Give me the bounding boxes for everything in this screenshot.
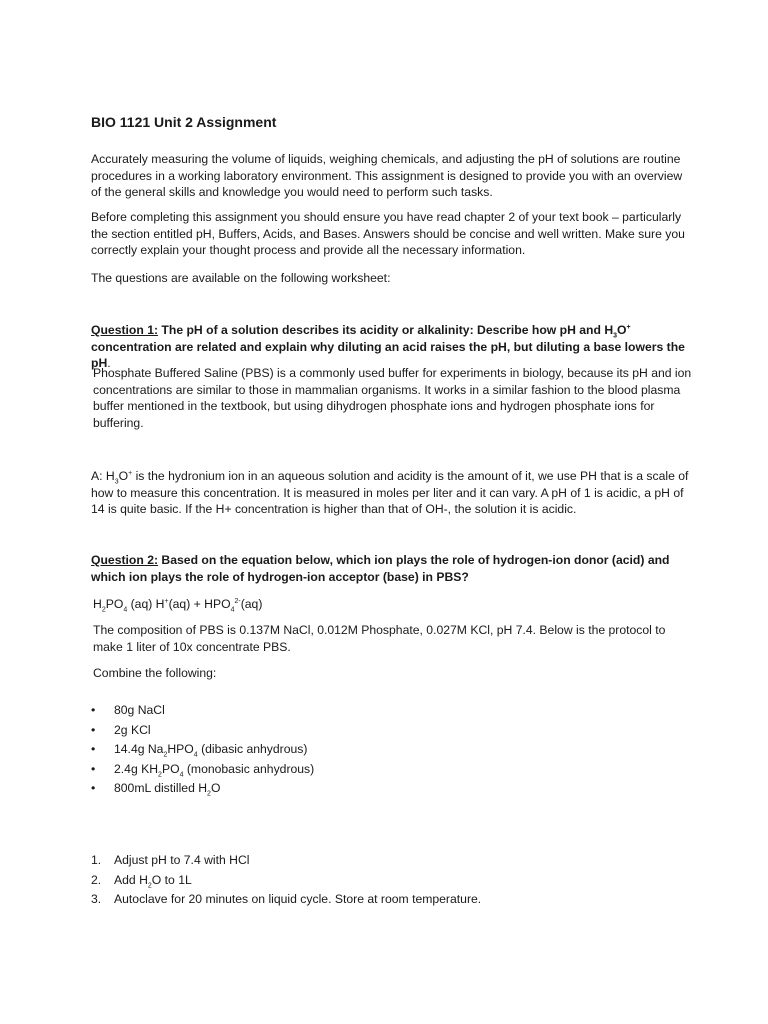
ingredient-list — [91, 702, 691, 800]
question-1-text-a: The pH of a solution describes its acidity or alkalinity: Describe how pH and H — [158, 323, 614, 337]
question-1-label: Question 1: — [91, 323, 159, 337]
intro-paragraph-3: The questions are available on the following worksheet: — [91, 271, 391, 285]
pbs-equation: $H_2PO_4$ (aq) $H^+(aq) + HPO_4^{2-}(aq)$ — [93, 597, 263, 614]
list-item: • 2.4g $KH_2PO_4$ (monobasic anhydrous) — [91, 761, 315, 778]
list-item: 2. Add $H_2O$ to 1L — [91, 872, 192, 889]
list-item: 1. Adjust pH to 7.4 with HCl — [91, 853, 250, 867]
bullet-icon: • — [91, 781, 96, 795]
answer-1-text: is the hydronium ion in an aqueous solution and acidity is the amount of it, we use PH that is a scale of how to measure this concentration. It is measured in moles per liter and it can vary. A pH of 1 is acidic, a pH of 14 is quite basic. If the H+ concentration is higher than that of OH-, the solution it is acidic. — [91, 469, 689, 517]
bullet-icon: • — [91, 761, 96, 776]
question-2-label: Question 2: — [91, 553, 159, 567]
answer-1: A: $H_3O^+$ is the hydronium ion in an aqueous solution and acidity is the amount of it, we use PH that is a scale of how to measure this concentration. It is measured in moles per liter and it can vary. A pH of 1 is acidic, a pH of 14 is quite basic. If the H+ concentration is higher than that of OH-, the solution it is acidic. — [91, 469, 689, 517]
page-title: BIO 1121 Unit 2 Assignment — [91, 114, 277, 130]
list-item: • 2g KCl — [91, 722, 151, 737]
pbs-composition: The composition of PBS is 0.137M NaCl, 0.012M Phosphate, 0.027M KCl, pH 7.4. Below is the protocol to make 1 liter of 10x concentrate PBS. — [93, 623, 666, 654]
list-item: • 80g NaCl — [91, 703, 165, 717]
protocol-steps — [91, 852, 691, 911]
intro-paragraph-1: Accurately measuring the volume of liquids, weighing chemicals, and adjusting the pH of solutions are routine procedures in a working laboratory environment. This assignment is designed to provide you with an overview of the general skills and knowledge you would need to perform such tasks. — [91, 152, 683, 200]
pbs-description: Phosphate Buffered Saline (PBS) is a commonly used buffer for experiments in biology, because its pH and ion concentrations are similar to those in mammalian organisms. It works in a similar fashion to the blood plasma buffer mentioned in the textbook, but using dihydrogen phosphate ions and hydrogen phosphate ions for buffering. — [93, 366, 692, 430]
question-1-text-c: concentration are related and explain why diluting an acid raises the pH, but diluting a base lowers the pH — [91, 339, 685, 371]
list-item: 3. Autoclave for 20 minutes on liquid cycle. Store at room temperature. — [91, 892, 482, 906]
list-item: • 800mL distilled $H_2O$ — [91, 781, 221, 798]
question-2-text: Based on the equation below, which ion plays the role of hydrogen-ion donor (acid) and which ion plays the role of hydrogen-ion acceptor (base) in PBS? — [91, 553, 670, 584]
bullet-icon: • — [91, 742, 96, 756]
combine-heading: Combine the following: — [93, 666, 217, 680]
intro-paragraph-2: Before completing this assignment you should ensure you have read chapter 2 of your text book – particularly the section entitled pH, Buffers, Acids, and Bases. Answers should be concise and well written. Make sure you correctly explain your thought process and provide all the necessary information. — [91, 210, 685, 258]
question-2 — [91, 552, 691, 585]
bullet-icon: • — [91, 722, 96, 737]
question-1: Question 1: The pH of a solution describes its acidity or alkalinity: Describe how pH and $H_3O^+$ concentration are related and explain why diluting an acid raises the pH, but diluting a base lowers the pH. — [91, 323, 685, 371]
list-item: • 14.4g $Na_2HPO_4$ (dibasic anhydrous) — [91, 742, 308, 759]
bullet-icon: • — [91, 703, 96, 717]
